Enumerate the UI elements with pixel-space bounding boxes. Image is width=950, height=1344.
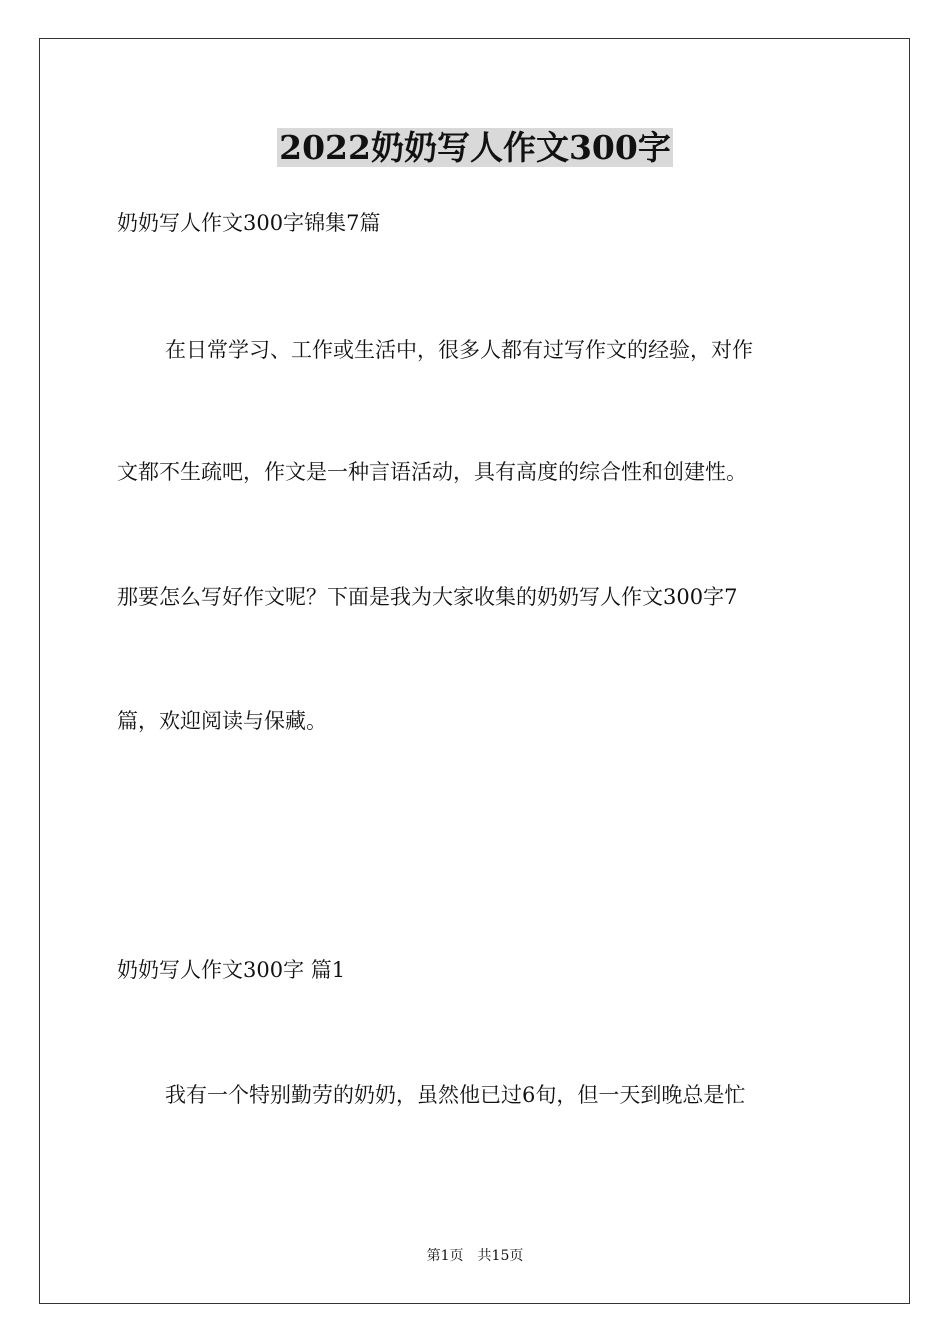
document-title [0,124,950,172]
page-footer [0,1246,950,1266]
document-title-text: 2022奶奶写人作文300字 [279,128,671,167]
section-heading: 奶奶写人作文300字 篇1 [117,958,346,982]
intro-line: 篇，欢迎阅读与保藏。 [117,709,327,733]
page-number: 第1页 [426,1248,464,1264]
document-subtitle: 奶奶写人作文300字锦集7篇 [117,211,381,235]
section-line: 我有一个特别勤劳的奶奶，虽然他已过6旬，但一天到晚总是忙 [165,1083,746,1107]
intro-line: 那要怎么写好作文呢？下面是我为大家收集的奶奶写人作文300字7 [117,585,738,609]
page-total: 共15页 [477,1248,524,1264]
intro-line: 文都不生疏吧，作文是一种言语活动，具有高度的综合性和创建性。 [117,460,747,484]
intro-line: 在日常学习、工作或生活中，很多人都有过写作文的经验，对作 [165,338,753,362]
